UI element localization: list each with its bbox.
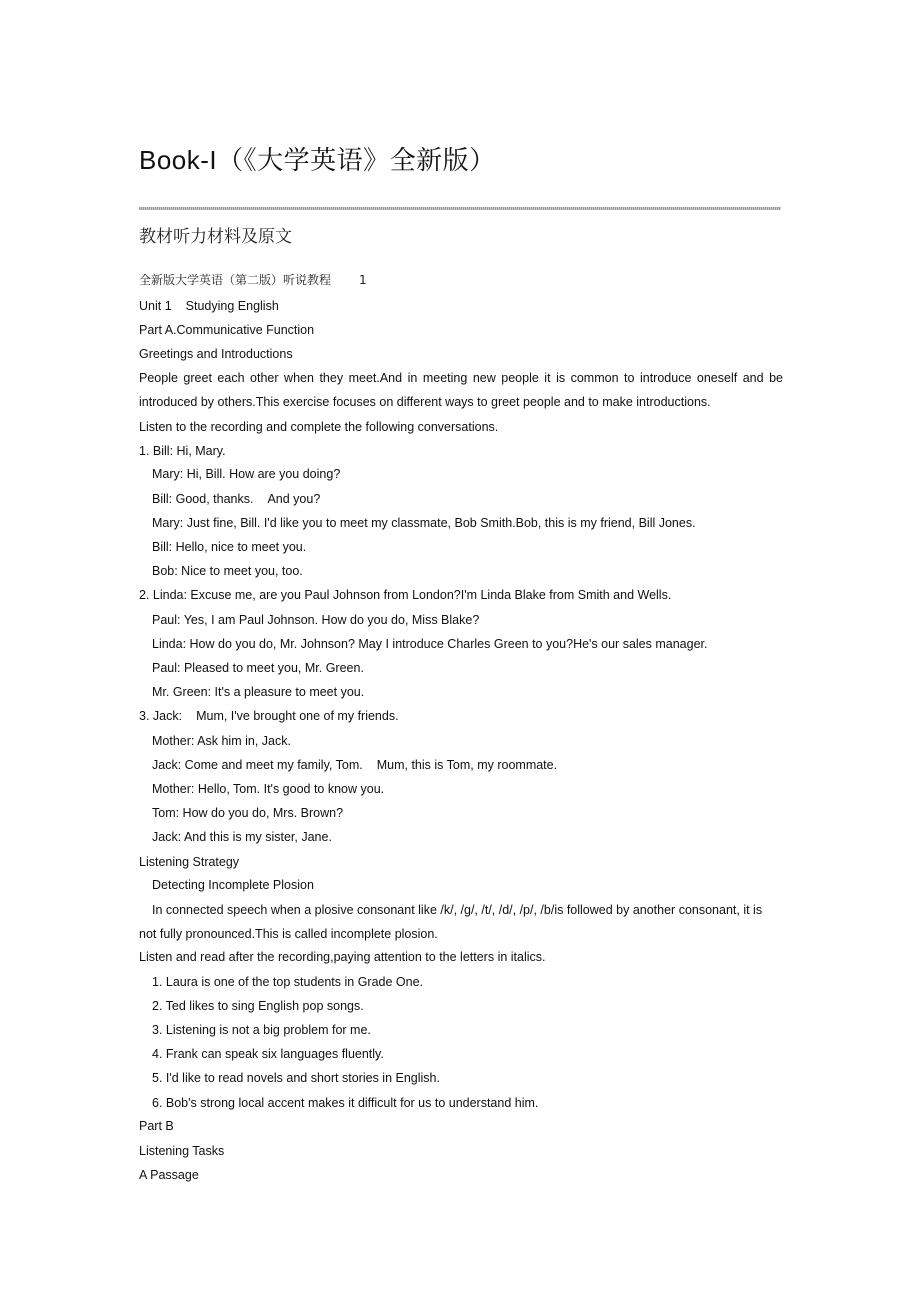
unit-heading (139, 298, 279, 314)
conversation-3-segment: 3. Jack: (139, 709, 183, 723)
part-a-instruction: Listen to the recording and complete the following conversations. (139, 420, 499, 434)
conversation-3-segment: Mum, I've brought one of my friends. (196, 709, 399, 723)
strategy-paragraph-line-1: In connected speech when a plosive consonant like /k/, /g/, /t/, /d/, /p/, /b/is followed by another consonant, it is (152, 903, 763, 917)
conversation-1-segment: And you? (267, 492, 321, 506)
part-b-passage: A Passage (139, 1168, 199, 1182)
conversation-1-line: Bill: Hello, nice to meet you. (152, 540, 307, 554)
conversation-2-line: Paul: Pleased to meet you, Mr. Green. (152, 661, 364, 675)
practice-sentence: 2. Ted likes to sing English pop songs. (152, 999, 364, 1013)
practice-sentence: 5. I'd like to read novels and short stories in English. (152, 1071, 440, 1085)
conversation-3-line: Mother: Hello, Tom. It's good to know you. (152, 782, 385, 796)
conversation-1-line: Mary: Just fine, Bill. I'd like you to meet my classmate, Bob Smith.Bob, this is my friend, Bill Jones. (152, 516, 696, 530)
conversation-3-line: Tom: How do you do, Mrs. Brown? (152, 806, 344, 820)
intro-line-2: introduced by others.This exercise focuses on different ways to greet people and to make introductions. (139, 395, 711, 409)
conversation-1-line (152, 491, 320, 507)
conversation-3-segment: Mum, this is Tom, my roommate. (376, 758, 558, 772)
part-a-heading: Part A.Communicative Function (139, 323, 315, 337)
unit-label: Unit 1 (139, 299, 172, 313)
textbook-name: 全新版大学英语（第二版）听说教程 (139, 273, 332, 287)
practice-sentence: 6. Bob's strong local accent makes it difficult for us to understand him. (152, 1096, 539, 1110)
conversation-1-line: 1. Bill: Hi, Mary. (139, 444, 226, 458)
strategy-topic: Detecting Incomplete Plosion (152, 878, 314, 892)
document-title: Book-I（《大学英语》全新版） (139, 145, 496, 175)
conversation-2-line: Paul: Yes, I am Paul Johnson. How do you do, Miss Blake? (152, 613, 480, 627)
textbook-line (139, 271, 367, 288)
part-b-tasks: Listening Tasks (139, 1144, 225, 1158)
unit-name: Studying English (185, 299, 279, 313)
practice-sentence: 3. Listening is not a big problem for me. (152, 1023, 371, 1037)
intro-line-1: People greet each other when they meet.And in meeting new people it is common to introduce oneself and be (139, 371, 783, 385)
conversation-1-line: Bob: Nice to meet you, too. (152, 564, 303, 578)
document-subtitle: 教材听力材料及原文 (139, 227, 292, 247)
textbook-number: 1 (359, 273, 367, 287)
conversation-3-segment: Jack: Come and meet my family, Tom. (152, 758, 363, 772)
part-b-heading: Part B (139, 1119, 174, 1133)
conversation-2-line: 2. Linda: Excuse me, are you Paul Johnson from London?I'm Linda Blake from Smith and Wells. (139, 588, 672, 602)
conversation-2-line: Mr. Green: It's a pleasure to meet you. (152, 685, 365, 699)
conversation-3-line: Mother: Ask him in, Jack. (152, 734, 291, 748)
conversation-3-line: Jack: And this is my sister, Jane. (152, 830, 332, 844)
conversation-2-line: Linda: How do you do, Mr. Johnson? May I introduce Charles Green to you?He's our sales manager. (152, 637, 708, 651)
conversation-1-segment: Bill: Good, thanks. (152, 492, 254, 506)
strategy-heading: Listening Strategy (139, 855, 240, 869)
conversation-1-line: Mary: Hi, Bill. How are you doing? (152, 467, 341, 481)
practice-sentence: 4. Frank can speak six languages fluently. (152, 1047, 384, 1061)
title-divider (139, 207, 781, 210)
part-a-topic: Greetings and Introductions (139, 347, 293, 361)
practice-sentence: 1. Laura is one of the top students in Grade One. (152, 975, 424, 989)
conversation-3-line (152, 757, 557, 773)
conversation-3-line (139, 708, 399, 724)
strategy-instruction: Listen and read after the recording,paying attention to the letters in italics. (139, 950, 546, 964)
strategy-paragraph-line-2: not fully pronounced.This is called incomplete plosion. (139, 927, 438, 941)
